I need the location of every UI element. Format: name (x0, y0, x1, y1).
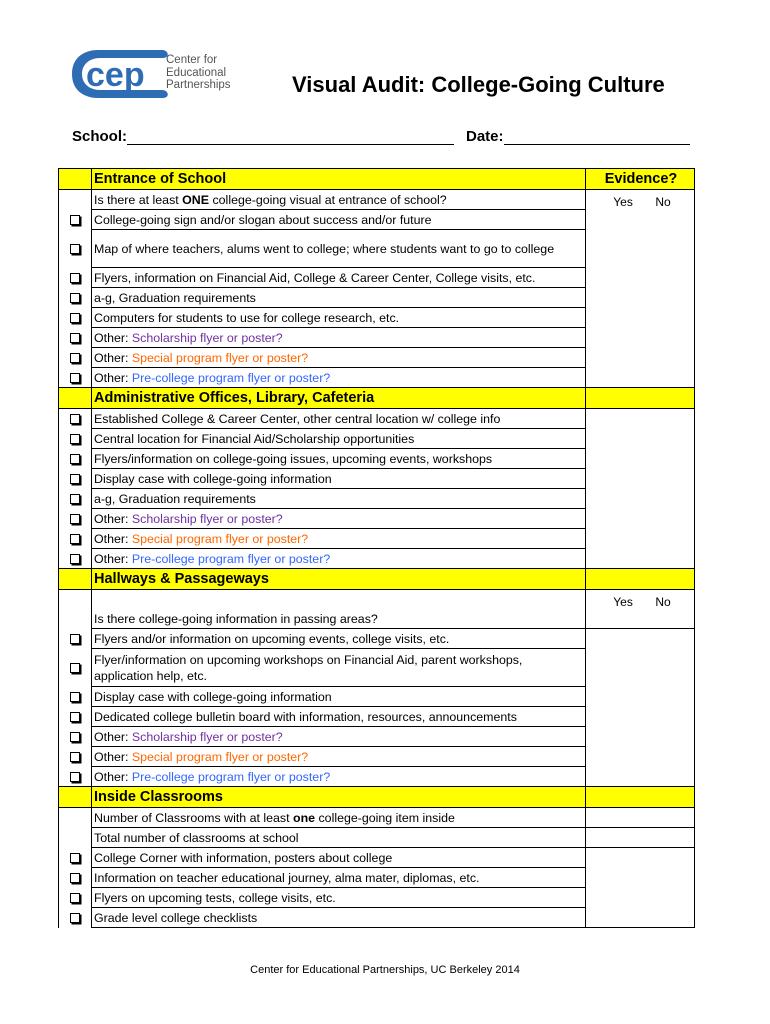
section-title: Hallways & Passageways (92, 569, 586, 590)
other-text: Other: Scholarship flyer or poster? (92, 727, 586, 747)
checkbox-icon (70, 353, 80, 363)
checkbox[interactable] (59, 328, 92, 348)
checkbox-icon (70, 244, 80, 254)
checkbox[interactable] (59, 529, 92, 549)
page-title: Visual Audit: College-Going Culture (292, 72, 665, 97)
school-label: School: (72, 128, 127, 145)
checkbox[interactable] (59, 707, 92, 727)
checkbox[interactable] (59, 868, 92, 888)
item-text: Display case with college-going information (92, 469, 586, 489)
checkbox[interactable] (59, 767, 92, 787)
checkbox-icon (70, 474, 80, 484)
checklist-row (59, 629, 695, 649)
checkbox-icon (70, 373, 80, 383)
item-text: Information on teacher educational journey, alma mater, diplomas, etc. (92, 868, 586, 888)
checkbox[interactable] (59, 629, 92, 649)
checkbox-icon (70, 273, 80, 283)
question-row (59, 590, 695, 629)
logo-text (166, 54, 231, 92)
item-text: Flyers on upcoming tests, college visits, etc. (92, 888, 586, 908)
checkbox[interactable] (59, 549, 92, 569)
date-input-line[interactable] (504, 130, 690, 145)
checkbox[interactable] (59, 469, 92, 489)
count-text: Total number of classrooms at school (92, 828, 586, 848)
item-text: College-going sign and/or slogan about success and/or future (92, 210, 586, 230)
checkbox[interactable] (59, 687, 92, 707)
other-text: Other: Pre-college program flyer or poster? (92, 767, 586, 787)
item-text: a-g, Graduation requirements (92, 288, 586, 308)
checkbox[interactable] (59, 429, 92, 449)
count-row (59, 808, 695, 828)
logo-line: Partnerships (166, 79, 231, 91)
checkbox-icon (70, 692, 80, 702)
checkbox[interactable] (59, 449, 92, 469)
item-text: a-g, Graduation requirements (92, 489, 586, 509)
checkbox-icon (70, 215, 80, 225)
section-header (59, 169, 695, 190)
item-text: College Corner with information, posters about college (92, 848, 586, 868)
checkbox-icon (70, 913, 80, 923)
date-label: Date: (466, 128, 504, 145)
logo-line: Center for (166, 54, 218, 66)
other-text: Other: Scholarship flyer or poster? (92, 509, 586, 529)
checkbox-icon (70, 293, 80, 303)
other-text: Other: Special program flyer or poster? (92, 529, 586, 549)
no-option[interactable]: No (655, 195, 671, 209)
checkbox[interactable] (59, 288, 92, 308)
checkbox-icon (70, 414, 80, 424)
item-text: Flyer/information on upcoming workshops on Financial Aid, parent workshops, application help, etc. (92, 649, 586, 687)
checkbox-icon (70, 663, 80, 673)
checkbox-icon (70, 772, 80, 782)
audit-table (58, 168, 695, 928)
checkbox-icon (70, 454, 80, 464)
checkbox-icon (70, 853, 80, 863)
checkbox-icon (70, 514, 80, 524)
checkbox[interactable] (59, 848, 92, 868)
section-title: Administrative Offices, Library, Cafeteria (92, 388, 586, 409)
count-text: Number of Classrooms with at least one college-going item inside (92, 808, 586, 828)
checkbox-icon (70, 434, 80, 444)
count-input[interactable] (586, 808, 695, 828)
checkbox-icon (70, 554, 80, 564)
item-text: Established College & Career Center, other central location w/ college info (92, 409, 586, 429)
checkbox[interactable] (59, 727, 92, 747)
evidence-cell[interactable] (586, 848, 695, 928)
evidence-cell[interactable] (586, 190, 695, 388)
checkbox[interactable] (59, 649, 92, 687)
checkbox[interactable] (59, 747, 92, 767)
question-row (59, 190, 695, 210)
section-title: Entrance of School (92, 169, 586, 190)
date-field[interactable] (466, 128, 690, 145)
school-input-line[interactable] (127, 130, 454, 145)
other-text: Other: Special program flyer or poster? (92, 747, 586, 767)
evidence-cell[interactable] (586, 409, 695, 569)
checkbox-icon (70, 333, 80, 343)
checkbox[interactable] (59, 509, 92, 529)
checkbox[interactable] (59, 210, 92, 230)
checklist-row (59, 848, 695, 868)
other-text: Other: Scholarship flyer or poster? (92, 328, 586, 348)
evidence-cell[interactable] (586, 629, 695, 787)
logo-line: Educational (166, 66, 227, 79)
checkbox[interactable] (59, 268, 92, 288)
other-text: Other: Pre-college program flyer or poster? (92, 368, 586, 388)
checkbox[interactable] (59, 348, 92, 368)
footer: Center for Educational Partnerships, UC Berkeley 2014 (250, 964, 520, 976)
checklist-row (59, 409, 695, 429)
checkbox-icon (70, 873, 80, 883)
checkbox-icon (70, 732, 80, 742)
question-text: Is there college-going information in passing areas? (92, 590, 586, 629)
item-text: Display case with college-going information (92, 687, 586, 707)
checkbox[interactable] (59, 230, 92, 268)
no-option[interactable]: No (655, 595, 671, 609)
section-header (59, 388, 695, 409)
checkbox[interactable] (59, 308, 92, 328)
other-text: Other: Pre-college program flyer or poster? (92, 549, 586, 569)
count-row (59, 828, 695, 848)
section-header (59, 569, 695, 590)
item-text: Flyers and/or information on upcoming events, college visits, etc. (92, 629, 586, 649)
item-text: Computers for students to use for college research, etc. (92, 308, 586, 328)
item-text: Dedicated college bulletin board with information, resources, announcements (92, 707, 586, 727)
section-title: Inside Classrooms (92, 787, 586, 808)
count-input[interactable] (586, 828, 695, 848)
question-text: Is there at least ONE college-going visual at entrance of school? (92, 190, 586, 210)
yes-option[interactable]: Yes (613, 195, 633, 209)
item-text: Central location for Financial Aid/Scholarship opportunities (92, 429, 586, 449)
school-field[interactable] (72, 128, 454, 145)
checkbox-icon (70, 893, 80, 903)
checkbox[interactable] (59, 409, 92, 429)
svg-text:cep: cep (86, 56, 145, 94)
checkbox[interactable] (59, 888, 92, 908)
evidence-header: Evidence? (586, 169, 695, 190)
item-text: Flyers, information on Financial Aid, College & Career Center, College visits, etc. (92, 268, 586, 288)
item-text: Grade level college checklists (92, 908, 586, 928)
checkbox-icon (70, 313, 80, 323)
checkbox[interactable] (59, 368, 92, 388)
item-text: Flyers/information on college-going issues, upcoming events, workshops (92, 449, 586, 469)
checkbox-icon (70, 752, 80, 762)
other-text: Other: Special program flyer or poster? (92, 348, 586, 368)
item-text: Map of where teachers, alums went to college; where students want to go to college (92, 230, 586, 268)
section-header (59, 787, 695, 808)
evidence-cell[interactable] (586, 590, 695, 629)
checkbox-icon (70, 494, 80, 504)
checkbox[interactable] (59, 908, 92, 928)
checkbox-icon (70, 634, 80, 644)
checkbox-icon (70, 712, 80, 722)
checkbox-icon (70, 534, 80, 544)
checkbox[interactable] (59, 489, 92, 509)
yes-option[interactable]: Yes (613, 595, 633, 609)
